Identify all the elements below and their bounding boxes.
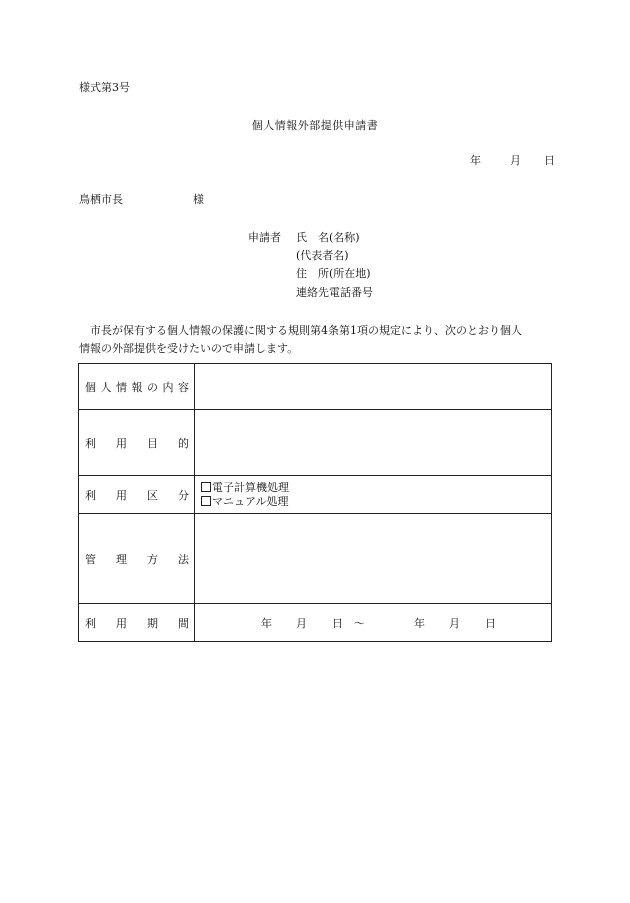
period-to-day: 日 [485,616,496,630]
checkbox-computer-processing[interactable] [201,482,211,492]
applicant-label: 申請者 [248,231,281,244]
request-statement-line-2: 情報の外部提供を受けたいので申請します。 [79,342,299,355]
checkbox-manual-processing[interactable] [201,496,211,506]
purpose-label: 利用目的 [79,410,195,476]
addressee [79,193,204,207]
content-label: 個人情報の内容 [79,364,195,410]
period-cell[interactable] [195,604,552,642]
addressee-name: 鳥栖市長 [79,193,123,206]
request-statement-line-1: 市長が保有する個人情報の保護に関する規則第4条第1項の規定により、次のとおり個人 [90,324,522,337]
management-label: 管理方法 [79,514,195,604]
table-row-period [79,604,552,642]
period-to-year: 年 [414,616,425,630]
management-input-cell[interactable] [195,514,552,604]
purpose-input-cell[interactable] [195,410,552,476]
period-from-month: 月 [296,616,307,630]
date-day-label: 日 [544,154,555,167]
content-input-cell[interactable] [195,364,552,410]
table-row-purpose [79,410,552,476]
request-statement [79,322,553,358]
usage-period [201,615,551,631]
applicant-name-field: 氏 名(名称) [296,231,360,244]
usage-option-computer-label: 電子計算機処理 [212,480,289,494]
application-date [470,154,555,168]
usage-label: 利用区分 [79,476,195,514]
application-details-table [78,363,552,642]
applicant-representative-field: (代表者名) [296,249,349,262]
period-from-year: 年 [261,616,272,630]
usage-options-cell [195,476,552,514]
date-year-label: 年 [470,154,481,167]
applicant-address-field: 住 所(所在地) [296,267,371,280]
period-from-day: 日 [332,616,343,630]
table-row-usage [79,476,552,514]
applicant-phone-field: 連絡先電話番号 [296,286,373,299]
period-to-month: 月 [449,616,460,630]
form-title: 個人情報外部提供申請書 [251,119,379,132]
table-row-management [79,514,552,604]
addressee-honorific: 様 [193,193,204,206]
usage-option-computer[interactable] [201,481,551,495]
usage-option-manual-label: マニュアル処理 [212,494,289,508]
table-row-content [79,364,552,410]
form-number: 様式第3号 [79,81,130,94]
usage-option-manual[interactable] [201,495,551,509]
date-month-label: 月 [510,154,521,167]
period-label: 利用期間 [79,604,195,642]
period-separator: ～ [354,616,365,630]
